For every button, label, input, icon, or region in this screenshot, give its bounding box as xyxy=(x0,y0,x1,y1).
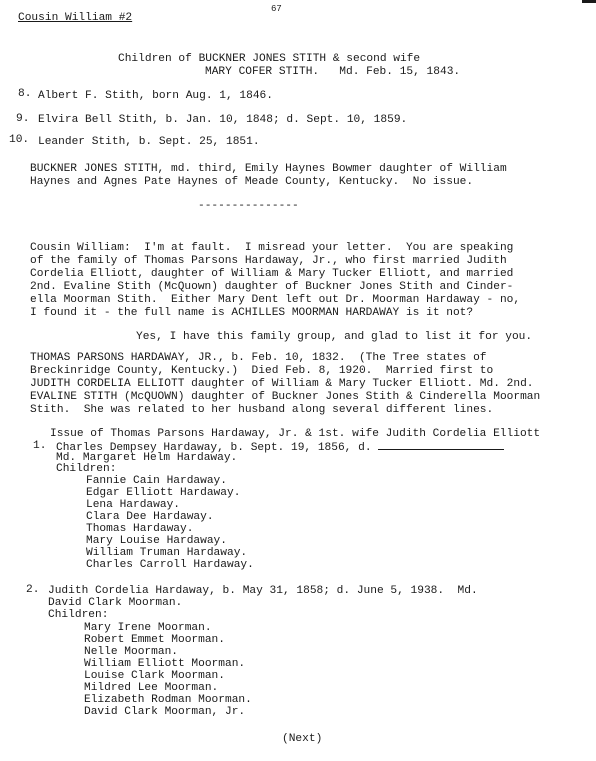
thomas-line-3: JUDITH CORDELIA ELLIOTT daughter of William & Mary Tucker Elliott. Md. 2nd. xyxy=(30,378,534,390)
grandchild-2-1: Mary Irene Moorman. xyxy=(84,622,212,634)
child2-number: 2. xyxy=(26,584,40,596)
grandchild-2-8: David Clark Moorman, Jr. xyxy=(84,706,246,718)
intro-heading-1: Children of BUCKNER JONES STITH & second wife xyxy=(118,53,421,65)
letter-line-7: Yes, I have this family group, and glad to list it for you. xyxy=(136,331,533,343)
grandchild-1-6: Mary Louise Hardaway. xyxy=(86,535,227,547)
letter-line-6: I found it - the full name is ACHILLES MOORMAN HARDAWAY is it not? xyxy=(30,307,474,319)
grandchild-2-6: Mildred Lee Moorman. xyxy=(84,682,219,694)
child-number-8: 8. xyxy=(18,88,32,100)
grandchild-1-8: Charles Carroll Hardaway. xyxy=(86,559,254,571)
child1-number: 1. xyxy=(33,440,47,452)
separator-line: --------------- xyxy=(198,200,299,212)
letter-line-5: ella Moorman Stith. Either Mary Dent left out Dr. Moorman Hardaway - no, xyxy=(30,294,521,306)
grandchild-2-4: William Elliott Moorman. xyxy=(84,658,246,670)
grandchild-1-7: William Truman Hardaway. xyxy=(86,547,248,559)
child1-birth: Charles Dempsey Hardaway, b. Sept. 19, 1856, d. xyxy=(56,442,372,454)
grandchild-1-4: Clara Dee Hardaway. xyxy=(86,511,214,523)
third-marriage-line-2: Haynes and Agnes Pate Haynes of Meade County, Kentucky. No issue. xyxy=(30,176,474,188)
letter-line-2: of the family of Thomas Parsons Hardaway, Jr., who first married Judith xyxy=(30,255,507,267)
grandchild-1-5: Thomas Hardaway. xyxy=(86,523,194,535)
child-number-10: 10. xyxy=(9,134,30,146)
grandchild-1-1: Fannie Cain Hardaway. xyxy=(86,475,227,487)
corner-mark xyxy=(582,0,596,3)
grandchild-2-7: Elizabeth Rodman Moorman. xyxy=(84,694,252,706)
letter-line-3: Cordelia Elliott, daughter of William & Mary Tucker Elliott, and married xyxy=(30,268,514,280)
child-entry-10: Leander Stith, b. Sept. 25, 1851. xyxy=(38,136,260,148)
grandchild-1-2: Edgar Elliott Hardaway. xyxy=(86,487,241,499)
letter-line-4: 2nd. Evaline Stith (McQuown) daughter of Buckner Jones Stith and Cinder- xyxy=(30,281,514,293)
intro-heading-2: MARY COFER STITH. Md. Feb. 15, 1843. xyxy=(205,66,461,78)
grandchild-2-2: Robert Emmet Moorman. xyxy=(84,634,225,646)
page-number: 67 xyxy=(271,4,282,14)
grandchild-2-3: Nelle Moorman. xyxy=(84,646,178,658)
child2-children-label: Children: xyxy=(48,609,109,621)
next-page-label: (Next) xyxy=(282,733,323,745)
child2-line: Judith Cordelia Hardaway, b. May 31, 1858; d. June 5, 1938. Md. xyxy=(48,585,478,597)
child-entry-9: Elvira Bell Stith, b. Jan. 10, 1848; d. Sept. 10, 1859. xyxy=(38,114,408,126)
third-marriage-line-1: BUCKNER JONES STITH, md. third, Emily Haynes Bowmer daughter of William xyxy=(30,163,507,175)
child-number-9: 9. xyxy=(16,113,30,125)
child1-children-label: Children: xyxy=(56,463,117,475)
header-label: Cousin William #2 xyxy=(18,12,133,24)
child1-death-blank xyxy=(378,440,504,450)
child2-spouse: David Clark Moorman. xyxy=(48,597,183,609)
thomas-line-1: THOMAS PARSONS HARDAWAY, JR., b. Feb. 10, 1832. (The Tree states of xyxy=(30,352,487,364)
thomas-line-4: EVALINE STITH (McQUOWN) daughter of Buckner Jones Stith & Cinderella Moorman xyxy=(30,391,541,403)
issue-heading: Issue of Thomas Parsons Hardaway, Jr. & 1st. wife Judith Cordelia Elliott xyxy=(50,428,541,440)
grandchild-2-5: Louise Clark Moorman. xyxy=(84,670,225,682)
child-entry-8: Albert F. Stith, born Aug. 1, 1846. xyxy=(38,90,273,102)
child1-spouse: Md. Margaret Helm Hardaway. xyxy=(56,452,238,464)
grandchild-1-3: Lena Hardaway. xyxy=(86,499,180,511)
thomas-line-5: Stith. She was related to her husband along several different lines. xyxy=(30,404,494,416)
letter-line-1: Cousin William: I'm at fault. I misread your letter. You are speaking xyxy=(30,242,514,254)
thomas-line-2: Breckinridge County, Kentucky.) Died Feb. 8, 1920. Married first to xyxy=(30,365,494,377)
